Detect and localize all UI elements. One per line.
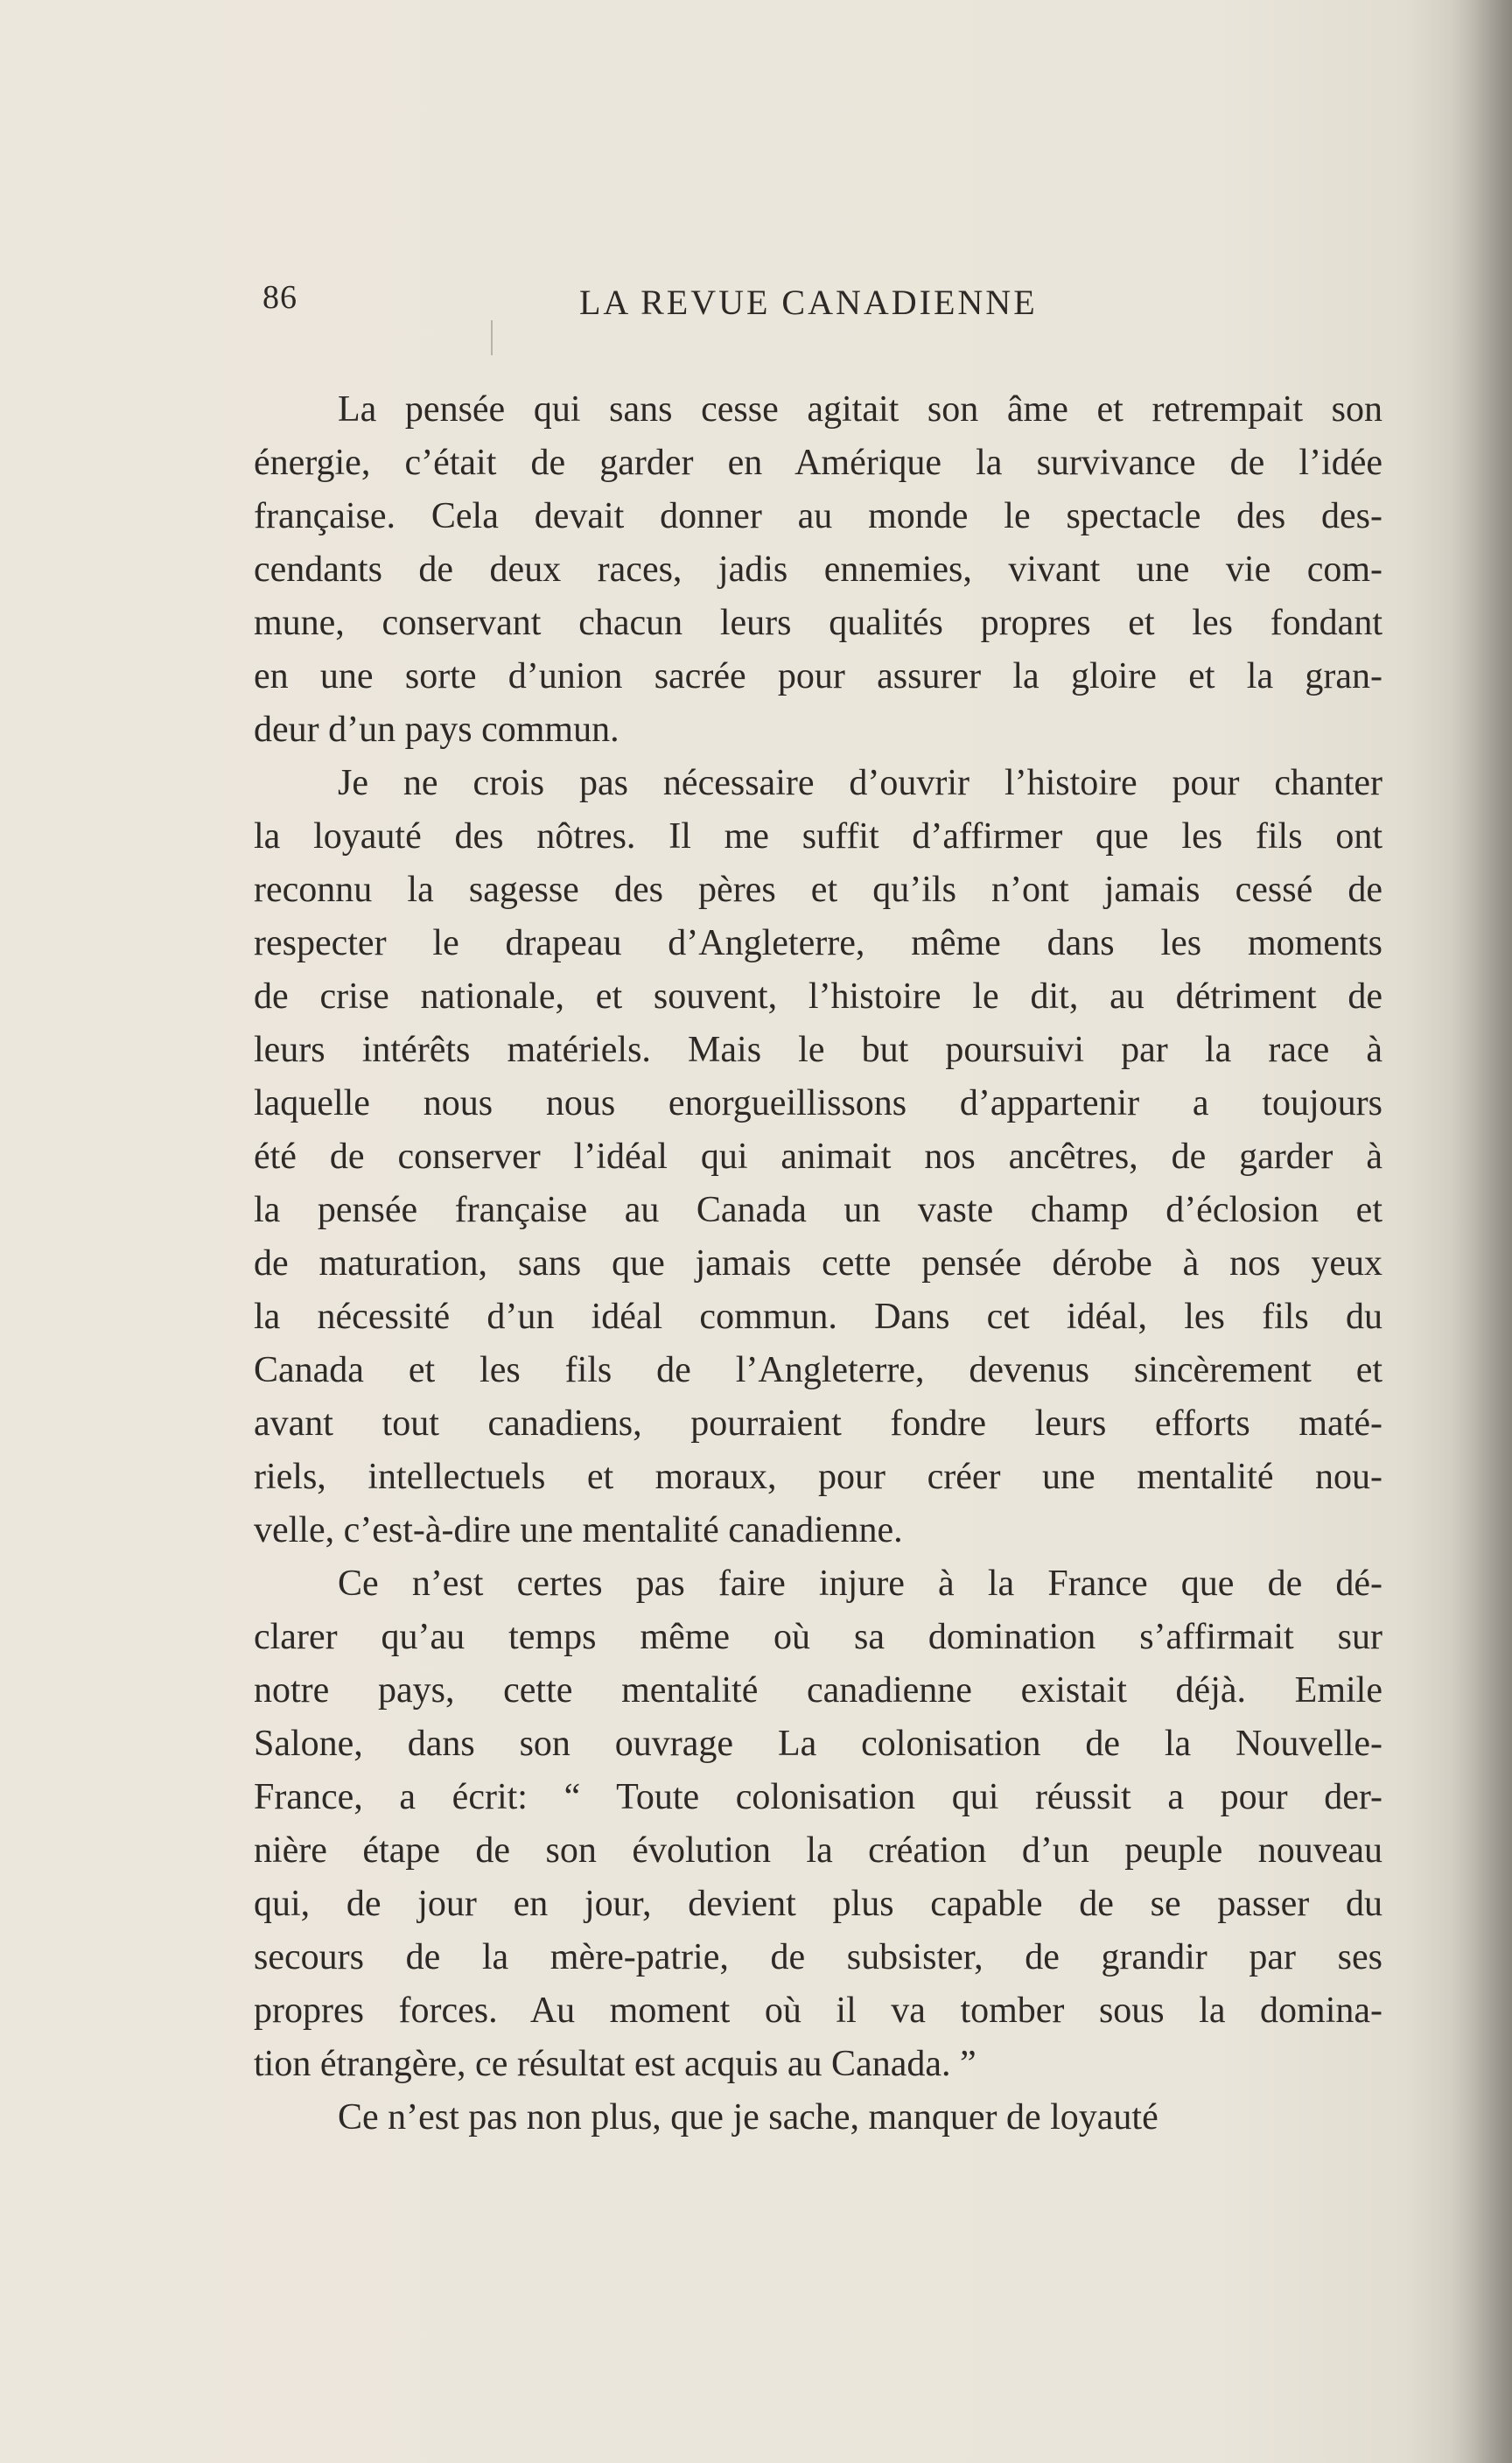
text-line: La pensée qui sans cesse agitait son âme et retrempait son bbox=[338, 389, 1382, 430]
text-line: énergie, c’était de garder en Amérique la survivance de l’idée bbox=[254, 443, 1382, 483]
text-line: Salone, dans son ouvrage La colonisation de la Nouvelle- bbox=[254, 1724, 1382, 1764]
text-line: mune, conservant chacun leurs qualités propres et les fondant bbox=[254, 603, 1382, 643]
text-line: en une sorte d’union sacrée pour assurer la gloire et la gran- bbox=[254, 656, 1382, 696]
text-line: respecter le drapeau d’Angleterre, même dans les moments bbox=[254, 923, 1382, 963]
page-number: 86 bbox=[262, 279, 298, 316]
text-line: reconnu la sagesse des pères et qu’ils n’ont jamais cessé de bbox=[254, 870, 1382, 910]
text-line: Ce n’est certes pas faire injure à la France que de dé- bbox=[338, 1564, 1382, 1604]
text-line: clarer qu’au temps même où sa domination s’affirmait sur bbox=[254, 1617, 1382, 1657]
text-line: de maturation, sans que jamais cette pensée dérobe à nos yeux bbox=[254, 1243, 1382, 1284]
text-line: tion étrangère, ce résultat est acquis au Canada. ” bbox=[254, 2044, 976, 2084]
journal-title: LA REVUE CANADIENNE bbox=[579, 283, 1038, 322]
text-line: été de conserver l’idéal qui animait nos ancêtres, de garder à bbox=[254, 1137, 1382, 1177]
text-line: France, a écrit: “ Toute colonisation qui réussit a pour der- bbox=[254, 1777, 1382, 1817]
text-line: Je ne crois pas nécessaire d’ouvrir l’histoire pour chanter bbox=[338, 763, 1382, 803]
page-gutter-shadow bbox=[1451, 0, 1512, 2463]
text-line: velle, c’est-à-dire une mentalité canadienne. bbox=[254, 1510, 903, 1550]
text-line: notre pays, cette mentalité canadienne existait déjà. Emile bbox=[254, 1670, 1382, 1711]
text-line: de crise nationale, et souvent, l’histoire le dit, au détriment de bbox=[254, 976, 1382, 1017]
running-head bbox=[262, 278, 1382, 331]
text-line: laquelle nous nous enorgueillissons d’appartenir a toujours bbox=[254, 1083, 1382, 1123]
text-line: qui, de jour en jour, devient plus capable de se passer du bbox=[254, 1884, 1382, 1924]
text-line: propres forces. Au moment où il va tomber sous la domina- bbox=[254, 1991, 1382, 2031]
text-line: deur d’un pays commun. bbox=[254, 710, 620, 750]
body-text bbox=[254, 383, 1382, 2145]
text-line: secours de la mère-patrie, de subsister, de grandir par ses bbox=[254, 1937, 1382, 1977]
text-line: Ce n’est pas non plus, que je sache, manquer de loyauté bbox=[338, 2097, 1158, 2138]
text-line: Canada et les fils de l’Angleterre, devenus sincèrement et bbox=[254, 1350, 1382, 1390]
text-line: la nécessité d’un idéal commun. Dans cet idéal, les fils du bbox=[254, 1297, 1382, 1337]
text-line: avant tout canadiens, pourraient fondre leurs efforts maté- bbox=[254, 1403, 1382, 1444]
text-line: nière étape de son évolution la création d’un peuple nouveau bbox=[254, 1830, 1382, 1871]
text-line: la loyauté des nôtres. Il me suffit d’affirmer que les fils ont bbox=[254, 816, 1382, 857]
text-line: française. Cela devait donner au monde le spectacle des des- bbox=[254, 496, 1382, 536]
text-line: cendants de deux races, jadis ennemies, vivant une vie com- bbox=[254, 549, 1382, 590]
text-line: la pensée française au Canada un vaste champ d’éclosion et bbox=[254, 1190, 1382, 1230]
text-line: riels, intellectuels et moraux, pour créer une mentalité nou- bbox=[254, 1457, 1382, 1497]
text-line: leurs intérêts matériels. Mais le but poursuivi par la race à bbox=[254, 1030, 1382, 1070]
